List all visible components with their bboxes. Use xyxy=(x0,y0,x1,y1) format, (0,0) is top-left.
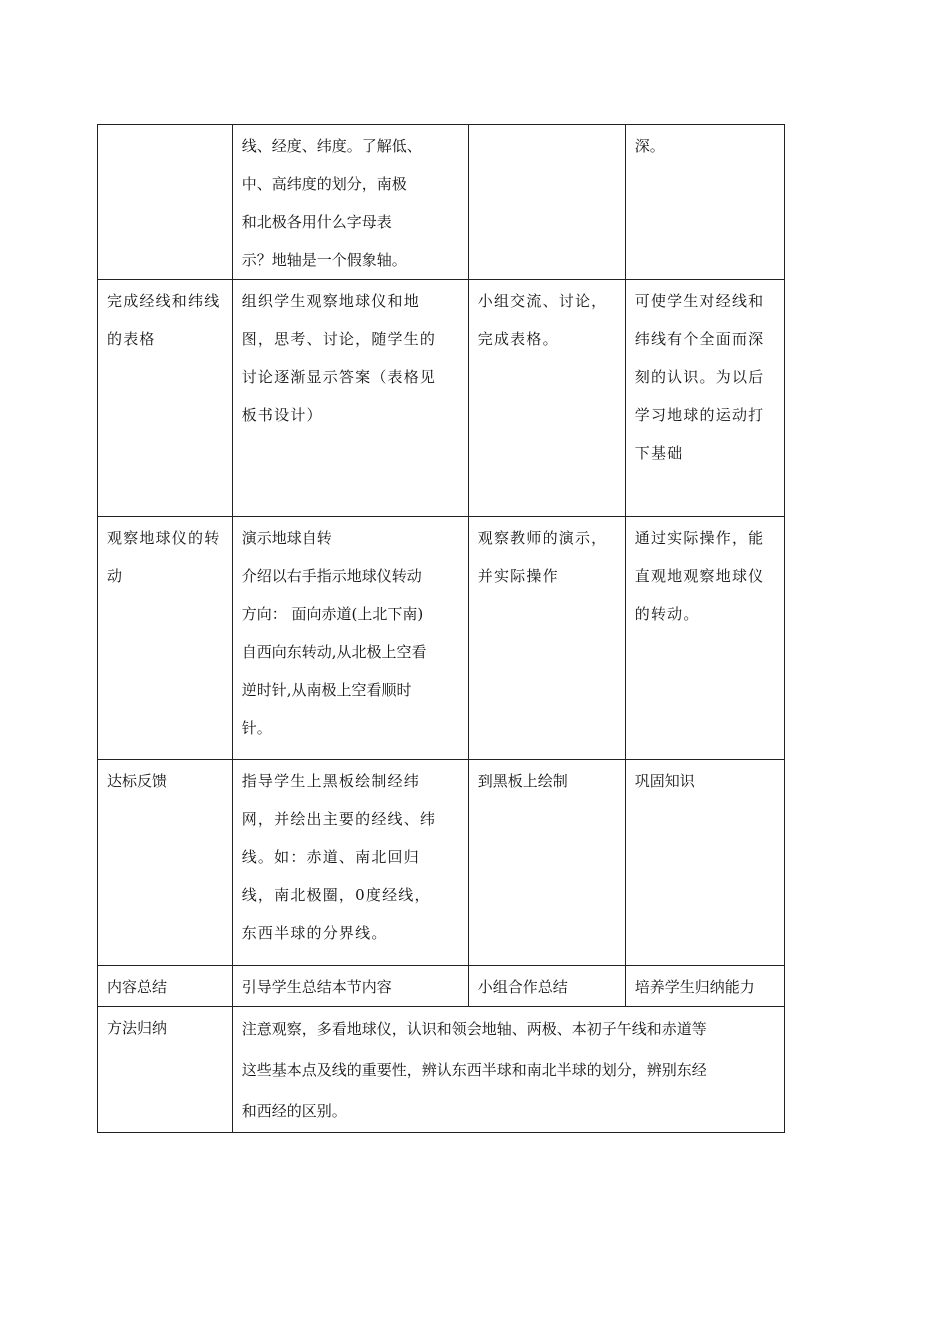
cell-line: 观察地球仪的转 xyxy=(107,529,221,547)
cell-line: 线，南北极圈，0度经线， xyxy=(241,886,431,904)
table-row xyxy=(98,125,785,280)
cell-line: 并实际操作 xyxy=(477,567,559,585)
cell-line: 完成经线和纬线 xyxy=(107,292,221,310)
cell-line: 深。 xyxy=(634,137,665,155)
design-intent-cell xyxy=(625,125,784,280)
cell-line: 达标反馈 xyxy=(107,772,168,790)
cell-line: 动 xyxy=(107,567,124,585)
cell-line: 图，思考、讨论，随学生的 xyxy=(241,330,437,348)
cell-line: 可使学生对经线和 xyxy=(634,292,765,310)
cell-line: 学习地球的运动打 xyxy=(634,406,765,424)
cell-line: 注意观察，多看地球仪，认识和领会地轴、两极、本初子午线和赤道等 xyxy=(241,1020,707,1038)
lesson-plan-table xyxy=(97,124,785,1133)
design-intent-cell xyxy=(625,966,784,1007)
cell-line: 线。如：赤道、南北回归 xyxy=(241,848,420,866)
cell-line: 的转动。 xyxy=(634,605,700,623)
cell-line: 这些基本点及线的重要性，辨认东西半球和南北半球的划分，辨别东经 xyxy=(241,1061,707,1079)
design-intent-cell xyxy=(625,760,784,966)
teacher-activity-cell xyxy=(232,125,468,280)
cell-line: 板书设计） xyxy=(241,406,323,424)
cell-line: 网，并绘出主要的经线、纬 xyxy=(241,810,437,828)
student-activity-cell xyxy=(468,517,625,760)
cell-line: 指导学生上黑板绘制经纬 xyxy=(241,772,420,790)
cell-line: 组织学生观察地球仪和地 xyxy=(241,292,420,310)
stage-cell xyxy=(98,760,233,966)
cell-line: 和北极各用什么字母表 xyxy=(241,213,392,231)
cell-line: 引导学生总结本节内容 xyxy=(241,978,392,996)
cell-line: 刻的认识。为以后 xyxy=(634,368,765,386)
stage-cell xyxy=(98,517,233,760)
summary-text-cell xyxy=(232,1007,784,1133)
table-row xyxy=(98,760,785,966)
table-row xyxy=(98,517,785,760)
student-activity-cell xyxy=(468,966,625,1007)
cell-line: 自西向东转动,从北极上空看 xyxy=(241,643,427,661)
stage-cell xyxy=(98,280,233,517)
cell-line: 通过实际操作，能 xyxy=(634,529,765,547)
teacher-activity-cell xyxy=(232,280,468,517)
design-intent-cell xyxy=(625,517,784,760)
cell-line: 巩固知识 xyxy=(634,772,695,790)
cell-line: 纬线有个全面而深 xyxy=(634,330,765,348)
cell-line: 内容总结 xyxy=(107,978,168,996)
teacher-activity-cell xyxy=(232,517,468,760)
student-activity-cell xyxy=(468,125,625,280)
teacher-activity-cell xyxy=(232,966,468,1007)
cell-line: 小组交流、讨论， xyxy=(477,292,608,310)
stage-cell xyxy=(98,966,233,1007)
cell-line: 演示地球自转 xyxy=(241,529,332,547)
cell-line: 针。 xyxy=(241,719,272,737)
table-row xyxy=(98,1007,785,1133)
table-row xyxy=(98,966,785,1007)
student-activity-cell xyxy=(468,280,625,517)
cell-line: 线、经度、纬度。了解低、 xyxy=(241,137,422,155)
student-activity-cell xyxy=(468,760,625,966)
cell-line: 直观地观察地球仪 xyxy=(634,567,765,585)
cell-line: 方向： 面向赤道(上北下南) xyxy=(241,605,424,623)
cell-line: 的表格 xyxy=(107,330,156,348)
cell-line: 观察教师的演示， xyxy=(477,529,608,547)
cell-line: 示？地轴是一个假象轴。 xyxy=(241,251,407,269)
cell-line: 完成表格。 xyxy=(477,330,559,348)
cell-line: 东西半球的分界线。 xyxy=(241,924,388,942)
table-row xyxy=(98,280,785,517)
design-intent-cell xyxy=(625,280,784,517)
stage-cell xyxy=(98,1007,233,1133)
cell-line: 和西经的区别。 xyxy=(241,1102,347,1120)
cell-line: 介绍以右手指示地球仪转动 xyxy=(241,567,422,585)
teacher-activity-cell xyxy=(232,760,468,966)
cell-line: 到黑板上绘制 xyxy=(477,772,568,790)
stage-cell xyxy=(98,125,233,280)
cell-line: 小组合作总结 xyxy=(477,978,568,996)
cell-line: 讨论逐渐显示答案（表格见 xyxy=(241,368,437,386)
cell-line: 培养学生归纳能力 xyxy=(634,978,755,996)
cell-line: 方法归纳 xyxy=(107,1019,168,1037)
cell-line: 逆时针,从南极上空看顺时 xyxy=(241,681,412,699)
cell-line: 中、高纬度的划分，南极 xyxy=(241,175,407,193)
cell-line: 下基础 xyxy=(634,444,684,462)
